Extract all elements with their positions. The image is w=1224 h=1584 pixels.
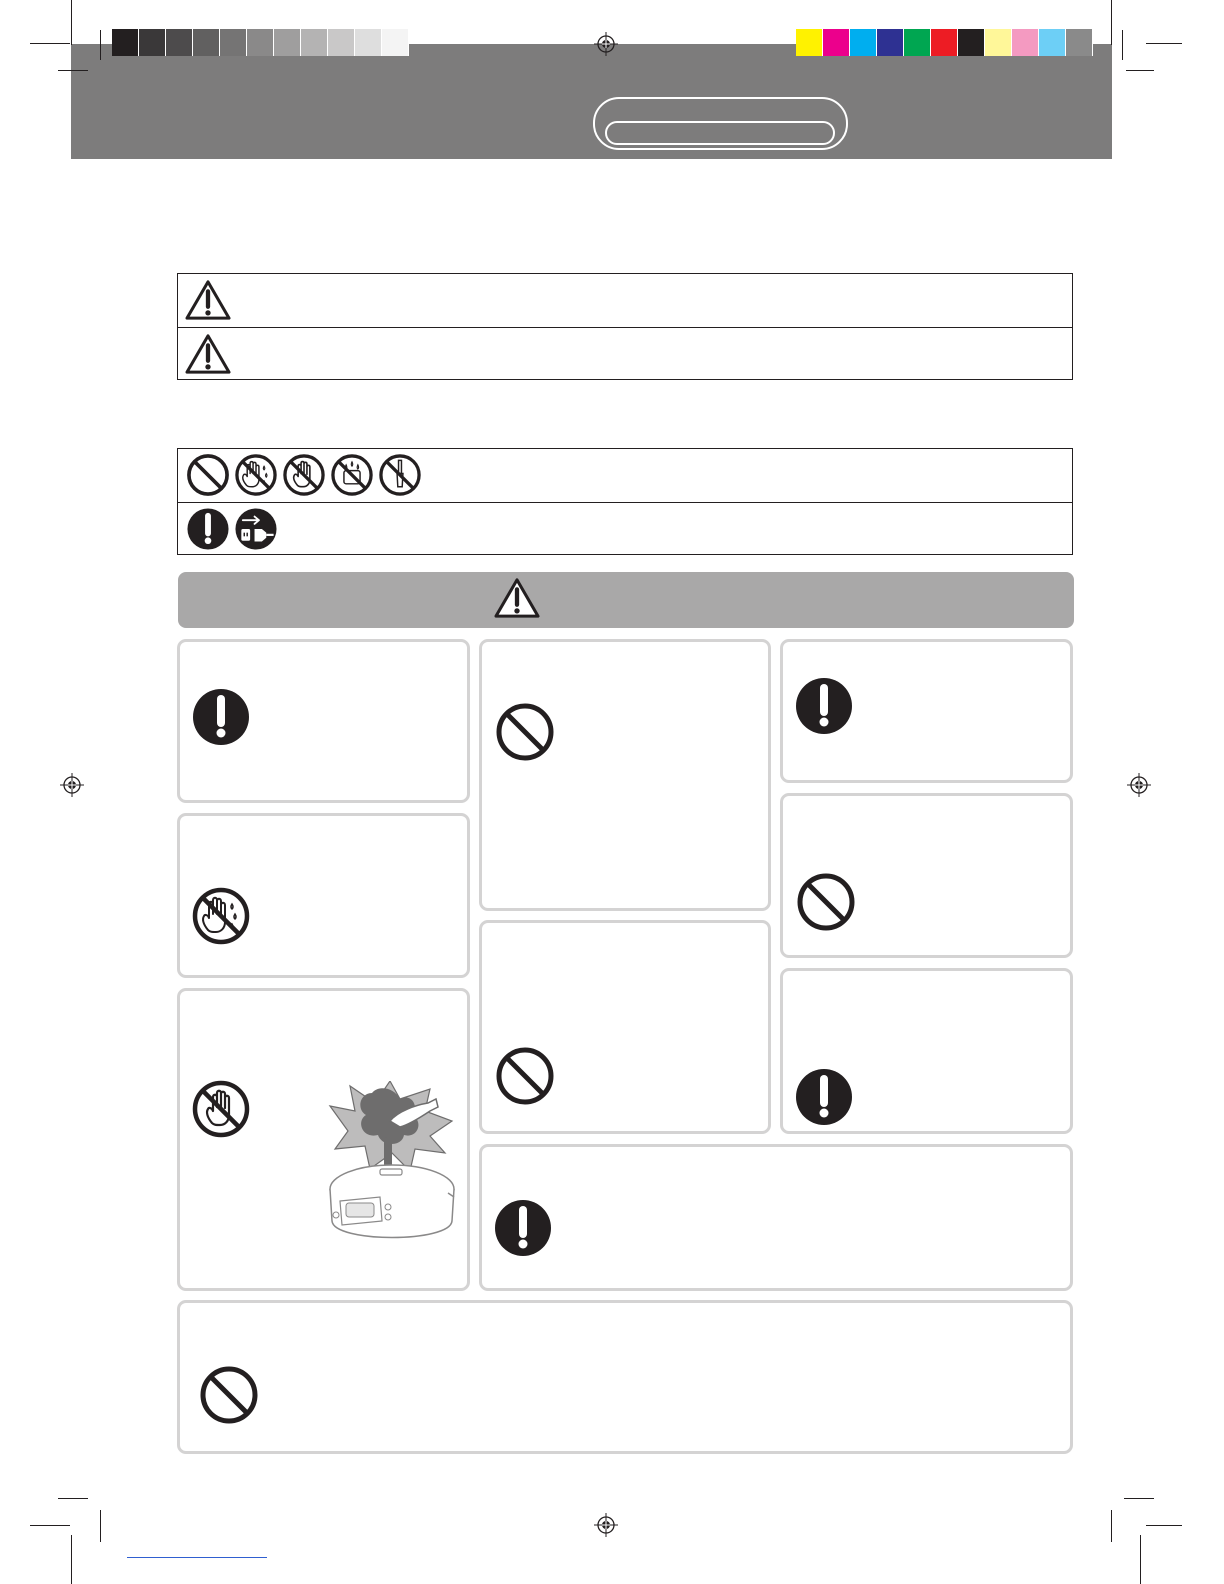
gray-swatch-4 — [193, 29, 220, 56]
registration-mark-icon — [60, 773, 84, 797]
no-water-splash-icon — [330, 453, 374, 497]
registration-mark-icon — [594, 32, 618, 56]
caution-triangle-icon — [184, 333, 232, 375]
panel-9 — [479, 1144, 1073, 1291]
caution-triangle-icon — [493, 577, 541, 619]
crop-mark — [1140, 1535, 1141, 1584]
panel-7 — [780, 793, 1073, 958]
do-not-touch-icon — [191, 1079, 251, 1139]
panel-1 — [177, 639, 470, 803]
color-swatch-11 — [1066, 29, 1093, 56]
crop-mark — [58, 1498, 88, 1499]
mandatory-action-icon — [186, 507, 230, 551]
mandatory-action-icon — [493, 1198, 553, 1258]
color-swatch-5 — [904, 29, 931, 56]
gray-swatch-1 — [112, 29, 139, 56]
header-band — [71, 44, 1112, 159]
crop-mark — [100, 30, 101, 60]
panel-2 — [177, 813, 470, 978]
registration-mark-icon — [594, 1513, 618, 1537]
prohibited-icon — [495, 1046, 555, 1106]
header-title-pill-inner — [605, 121, 835, 145]
color-swatch-1 — [796, 29, 823, 56]
color-swatch-3 — [850, 29, 877, 56]
gray-color-bar — [112, 29, 409, 56]
crop-mark — [71, 1535, 72, 1584]
crop-mark — [100, 1510, 101, 1542]
do-not-touch-icon — [282, 453, 326, 497]
panel-10 — [177, 1300, 1073, 1454]
gray-swatch-9 — [328, 29, 355, 56]
color-swatch-9 — [1012, 29, 1039, 56]
gray-swatch-8 — [301, 29, 328, 56]
hazard-legend-row — [178, 274, 1072, 327]
mandatory-action-icon — [191, 687, 251, 747]
caution-triangle-icon — [184, 279, 232, 321]
mandatory-action-icon — [794, 676, 854, 736]
gray-swatch-10 — [355, 29, 382, 56]
color-swatch-6 — [931, 29, 958, 56]
panel-6 — [780, 639, 1073, 783]
color-swatch-7 — [958, 29, 985, 56]
crop-mark — [58, 70, 88, 71]
gray-swatch-7 — [274, 29, 301, 56]
gray-swatch-11 — [382, 29, 409, 56]
panel-8 — [780, 968, 1073, 1134]
crop-mark — [1111, 0, 1112, 45]
prohibited-icon — [199, 1365, 259, 1425]
crop-mark — [1124, 1498, 1154, 1499]
gray-swatch-3 — [166, 29, 193, 56]
gray-swatch-6 — [247, 29, 274, 56]
symbol-legend-row — [178, 502, 1072, 555]
mandatory-action-icon — [794, 1067, 854, 1127]
gray-swatch-5 — [220, 29, 247, 56]
panel-3 — [177, 988, 470, 1291]
footer-link-underline — [127, 1557, 267, 1558]
prohibited-icon — [495, 702, 555, 762]
crop-mark — [1111, 1510, 1112, 1542]
color-swatch-4 — [877, 29, 904, 56]
crop-mark — [71, 0, 72, 45]
panel-4 — [479, 639, 771, 911]
registration-mark-icon — [1127, 773, 1151, 797]
crop-mark — [30, 43, 70, 44]
crop-mark — [1126, 70, 1154, 71]
no-wet-hands-icon — [191, 886, 251, 946]
color-swatch-2 — [823, 29, 850, 56]
symbol-legend-row — [178, 449, 1072, 502]
crop-mark — [1146, 43, 1182, 44]
crop-mark — [30, 1525, 70, 1526]
process-color-bar — [796, 29, 1093, 56]
panel-5 — [479, 920, 771, 1134]
color-swatch-8 — [985, 29, 1012, 56]
no-wet-hands-icon — [234, 453, 278, 497]
rice-cooker-steam-vent-illustration — [320, 1081, 455, 1251]
gray-swatch-2 — [139, 29, 166, 56]
unplug-icon — [234, 507, 278, 551]
crop-mark — [1122, 30, 1123, 60]
warning-section-bar — [178, 572, 1074, 628]
crop-mark — [1146, 1525, 1182, 1526]
hazard-legend-row — [178, 327, 1072, 380]
prohibited-icon — [796, 872, 856, 932]
no-disassembly-icon — [378, 453, 422, 497]
prohibited-icon — [186, 453, 230, 497]
symbol-legend-box — [177, 448, 1073, 555]
color-swatch-10 — [1039, 29, 1066, 56]
hazard-legend-box — [177, 273, 1073, 380]
